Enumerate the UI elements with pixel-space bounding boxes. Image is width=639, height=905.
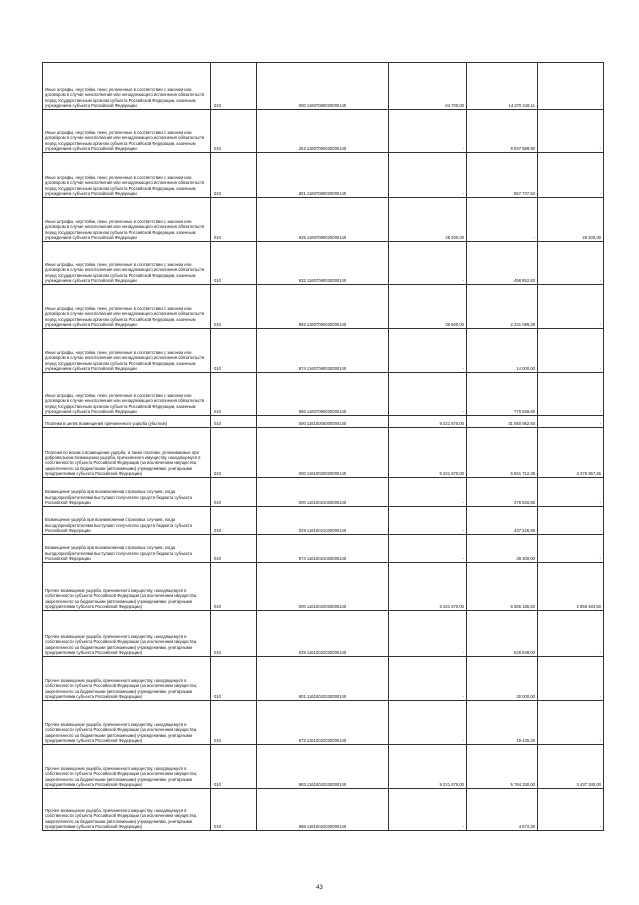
row-name: Прочее возмещение ущерба, причиненного имуществу, находящемуся в собственности субъекта Российской Федерации (за исключением имущества, закрепленного за бюджетными (автономными) учреждениями, унитарными предприятиями субъекта Российской Федерации) [43, 563, 211, 611]
row-code: 010 [211, 535, 257, 563]
row-code: 010 [211, 745, 257, 789]
row-executed: 476 526,85 [467, 478, 538, 507]
row-unexecuted: 28 200,00 [538, 198, 604, 242]
row-kbk: 983 11610022020000140 [257, 745, 389, 789]
row-plan: 9 221 670,00 [389, 428, 467, 478]
row-name: Возмещение ущерба при возникновении страховых случаев, когда выгодоприобретателями выступают получатели средств бюджета субъекта Российской Федерации [43, 478, 211, 507]
row-unexecuted: - [538, 63, 604, 110]
row-plan: - [389, 789, 467, 831]
table-row [43, 198, 604, 242]
row-executed: 39 300,00 [467, 535, 538, 563]
row-code: 010 [211, 563, 257, 611]
row-name: Иные штрафы, неустойки, пени, уплаченные в соответствии с законом или договором в случае неисполнения или ненадлежащего исполнения обязательств перед государственным органом субъекта Российской Федерации, казенным учреждением субъекта Российской Федерации [43, 63, 211, 110]
row-plan: - [389, 478, 467, 507]
row-executed: 6 841 712,35 [467, 428, 538, 478]
row-name: Иные штрафы, неустойки, пени, уплаченные в соответствии с законом или договором в случае неисполнения или ненадлежащего исполнения обязательств перед государственным органом субъекта Российской Федерации, казенным учреждением субъекта Российской Федерации [43, 198, 211, 242]
row-plan: - [389, 535, 467, 563]
row-code: 010 [211, 507, 257, 535]
row-name: Прочее возмещение ущерба, причиненного имуществу, находящемуся в собственности субъекта Российской Федерации (за исключением имущества, закрепленного за бюджетными (автономными) учреждениями, унитарными предприятиями субъекта Российской Федерации) [43, 657, 211, 701]
row-kbk: 974 11610021020000140 [257, 535, 389, 563]
row-executed: 5 784 330,00 [467, 745, 538, 789]
row-unexecuted: - [538, 285, 604, 329]
row-kbk: 252 11607090020000140 [257, 110, 389, 153]
row-unexecuted: 2 379 957,65 [538, 428, 604, 478]
table-row [43, 701, 604, 745]
table-row [43, 535, 604, 563]
table-row [43, 63, 604, 110]
row-code: 010 [211, 611, 257, 657]
row-unexecuted: - [538, 373, 604, 416]
table-row [43, 373, 604, 416]
table-row [43, 507, 604, 535]
row-kbk: 801 11607090020000140 [257, 153, 389, 198]
row-kbk: 972 11610022020000140 [257, 701, 389, 745]
row-unexecuted: - [538, 611, 604, 657]
row-code: 010 [211, 285, 257, 329]
table-row [43, 242, 604, 285]
row-name: Платежи в целях возмещения причиненного ущерба (убытков) [43, 416, 211, 428]
row-unexecuted: - [538, 657, 604, 701]
row-plan: - [389, 611, 467, 657]
table-row [43, 563, 604, 611]
row-executed: 770 928,60 [467, 373, 538, 416]
revenue-table [42, 62, 604, 831]
row-executed: 437 226,85 [467, 507, 538, 535]
row-code: 010 [211, 657, 257, 701]
row-kbk: 029 11610022020000140 [257, 611, 389, 657]
row-name: Прочее возмещение ущерба, причиненного имуществу, находящемуся в собственности субъекта Российской Федерации (за исключением имущества, закрепленного за бюджетными (автономными) учреждениями, унитарными предприятиями субъекта Российской Федерации) [43, 789, 211, 831]
row-executed: 14 270 218,11 [467, 63, 538, 110]
row-kbk: 000 11610000000000140 [257, 416, 389, 428]
row-name: Иные штрафы, неустойки, пени, уплаченные в соответствии с законом или договором в случае неисполнения или ненадлежащего исполнения обязательств перед государственным органом субъекта Российской Федерации, казенным учреждением субъекта Российской Федерации [43, 329, 211, 373]
row-kbk: 000 11610020020000140 [257, 428, 389, 478]
row-kbk: 925 11607090020000140 [257, 198, 389, 242]
report-sheet [42, 62, 603, 831]
row-executed: 14 000,00 [467, 329, 538, 373]
row-name: Иные штрафы, неустойки, пени, уплаченные в соответствии с законом или договором в случае неисполнения или ненадлежащего исполнения обязательств перед государственным органом субъекта Российской Федерации, казенным учреждением субъекта Российской Федерации [43, 153, 211, 198]
row-unexecuted: - [538, 701, 604, 745]
table-row [43, 428, 604, 478]
row-executed: 857 737,53 [467, 153, 538, 198]
row-name: Иные штрафы, неустойки, пени, уплаченные в соответствии с законом или договором в случае неисполнения или ненадлежащего исполнения обязательств перед государственным органом субъекта Российской Федерации, казенным учреждением субъекта Российской Федерации [43, 285, 211, 329]
page-number: 43 [316, 885, 323, 891]
row-code: 010 [211, 242, 257, 285]
row-plan: 9 221 670,00 [389, 563, 467, 611]
row-executed: 9 937 599,90 [467, 110, 538, 153]
row-kbk: 000 11610022020000140 [257, 563, 389, 611]
row-code: 010 [211, 63, 257, 110]
row-code: 010 [211, 153, 257, 198]
row-kbk: 982 11607090020000140 [257, 285, 389, 329]
row-plan: 64 700,00 [389, 63, 467, 110]
row-executed: 4 572,30 [467, 789, 538, 831]
row-name: Прочее возмещение ущерба, причиненного имуществу, находящемуся в собственности субъекта Российской Федерации (за исключением имущества, закрепленного за бюджетными (автономными) учреждениями, унитарными предприятиями субъекта Российской Федерации) [43, 611, 211, 657]
row-code: 010 [211, 478, 257, 507]
table-row [43, 478, 604, 507]
table-row [43, 745, 604, 789]
row-plan: - [389, 110, 467, 153]
row-unexecuted: - [538, 329, 604, 373]
row-executed: 30 000,00 [467, 657, 538, 701]
row-executed: 19 435,20 [467, 701, 538, 745]
row-executed: - [467, 198, 538, 242]
row-plan: - [389, 507, 467, 535]
row-unexecuted: - [538, 478, 604, 507]
row-code: 010 [211, 373, 257, 416]
row-name: Иные штрафы, неустойки, пени, уплаченные в соответствии с законом или договором в случае неисполнения или ненадлежащего исполнения обязательств перед государственным органом субъекта Российской Федерации, казенным учреждением субъекта Российской Федерации [43, 242, 211, 285]
row-kbk: 801 11610022020000140 [257, 657, 389, 701]
row-plan: - [389, 657, 467, 701]
row-code: 010 [211, 701, 257, 745]
row-name: Прочее возмещение ущерба, причиненного имуществу, находящемуся в собственности субъекта Российской Федерации (за исключением имущества, закрепленного за бюджетными (автономными) учреждениями, унитарными предприятиями субъекта Российской Федерации) [43, 745, 211, 789]
row-kbk: 986 11607090020000140 [257, 373, 389, 416]
row-code: 010 [211, 329, 257, 373]
row-plan: - [389, 242, 467, 285]
row-code: 010 [211, 428, 257, 478]
row-plan: 9 221 670,00 [389, 416, 467, 428]
row-plan: - [389, 329, 467, 373]
row-code: 010 [211, 416, 257, 428]
row-plan: - [389, 153, 467, 198]
row-unexecuted: - [538, 789, 604, 831]
row-executed: 458 852,82 [467, 242, 538, 285]
row-kbk: 974 11607090020000140 [257, 329, 389, 373]
row-name: Иные штрафы, неустойки, пени, уплаченные в соответствии с законом или договором в случае неисполнения или ненадлежащего исполнения обязательств перед государственным органом субъекта Российской Федерации, казенным учреждением субъекта Российской Федерации [43, 110, 211, 153]
row-unexecuted: - [538, 153, 604, 198]
row-name: Возмещение ущерба при возникновении страховых случаев, когда выгодоприобретателями выступают получатели средств бюджета субъекта Российской Федерации [43, 507, 211, 535]
row-executed: 31 050 952,93 [467, 416, 538, 428]
row-unexecuted: - [538, 507, 604, 535]
row-plan: 36 500,00 [389, 285, 467, 329]
table-row [43, 416, 604, 428]
table-row [43, 611, 604, 657]
row-unexecuted: - [538, 110, 604, 153]
row-kbk: 000 11610021020000140 [257, 478, 389, 507]
row-kbk: 029 11610021020000140 [257, 507, 389, 535]
table-row [43, 153, 604, 198]
table-row [43, 329, 604, 373]
row-unexecuted: 2 856 484,50 [538, 563, 604, 611]
table-body [43, 63, 604, 831]
row-unexecuted: - [538, 535, 604, 563]
table-row [43, 110, 604, 153]
table-row [43, 657, 604, 701]
table-row [43, 285, 604, 329]
row-name: Прочее возмещение ущерба, причиненного имуществу, находящемуся в собственности субъекта Российской Федерации (за исключением имущества, закрепленного за бюджетными (автономными) учреждениями, унитарными предприятиями субъекта Российской Федерации) [43, 701, 211, 745]
row-executed: 526 848,00 [467, 611, 538, 657]
row-plan: - [389, 373, 467, 416]
row-code: 010 [211, 198, 257, 242]
row-unexecuted: 3 437 340,00 [538, 745, 604, 789]
row-plan: 28 200,00 [389, 198, 467, 242]
row-kbk: 986 11610022020000140 [257, 789, 389, 831]
row-kbk: 932 11607090020000140 [257, 242, 389, 285]
row-executed: 2 231 099,28 [467, 285, 538, 329]
row-code: 010 [211, 110, 257, 153]
row-plan: - [389, 701, 467, 745]
row-unexecuted: - [538, 242, 604, 285]
row-name: Возмещение ущерба при возникновении страховых случаев, когда выгодоприобретателями выступают получатели средств бюджета субъекта Российской Федерации [43, 535, 211, 563]
row-executed: 6 365 185,50 [467, 563, 538, 611]
row-unexecuted: - [538, 416, 604, 428]
row-kbk: 000 11607090020000140 [257, 63, 389, 110]
row-name: Платежи по искам о возмещении ущерба, а также платежи, уплачиваемые при добровольном возмещении ущерба, причиненного имуществу, находящемуся в собственности субъекта Российской Федерации (за исключением имущества, закрепленного за бюджетными (автономными) учреждениями, унитарными предприятиями субъекта Российской Федерации) [43, 428, 211, 478]
row-name: Иные штрафы, неустойки, пени, уплаченные в соответствии с законом или договором в случае неисполнения или ненадлежащего исполнения обязательств перед государственным органом субъекта Российской Федерации, казенным учреждением субъекта Российской Федерации [43, 373, 211, 416]
row-code: 010 [211, 789, 257, 831]
table-row [43, 789, 604, 831]
row-plan: 9 221 670,00 [389, 745, 467, 789]
